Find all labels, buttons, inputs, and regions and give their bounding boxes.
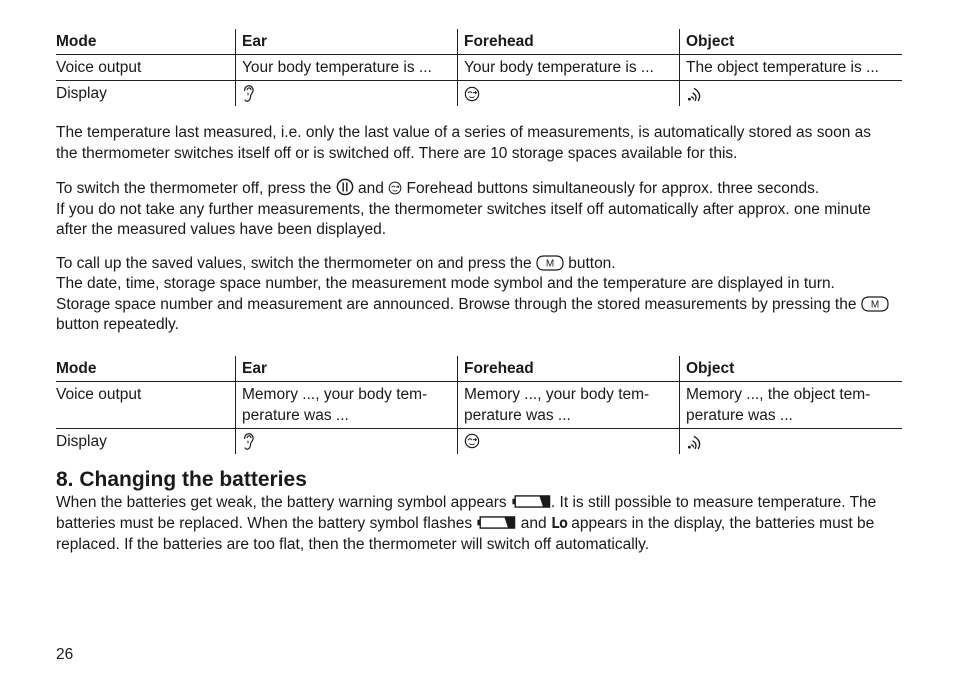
voice-object: The object temperature is ... <box>680 55 903 81</box>
table-row <box>56 81 902 107</box>
voice-ear: Memory ..., your body tem-perature was ... <box>236 381 458 428</box>
voice-ear: Your body temperature is ... <box>236 55 458 81</box>
memory-button-icon <box>536 255 564 271</box>
voice-forehead: Your body temperature is ... <box>458 55 680 81</box>
header-mode: Mode <box>56 29 236 55</box>
table-row <box>56 55 902 81</box>
page-number: 26 <box>56 646 74 663</box>
header-object: Object <box>680 29 903 55</box>
header-mode: Mode <box>56 356 236 382</box>
table-header-row <box>56 356 902 382</box>
power-button-icon <box>336 178 354 196</box>
mode-table-memory <box>56 356 902 454</box>
voice-output-label: Voice output <box>56 55 236 81</box>
mode-table-voice <box>56 29 902 106</box>
forehead-icon <box>464 433 480 449</box>
storage-paragraph: The temperature last measured, i.e. only the last value of a series of measurements, is automatically stored as soon as the thermometer switches itself off or is switched off. There are 10 storage spaces available for this. <box>56 124 872 162</box>
memory-button-letter: M <box>545 258 555 269</box>
page-content <box>56 0 890 555</box>
display-label: Display <box>56 85 107 102</box>
ear-icon <box>242 432 254 451</box>
battery-warning-icon <box>476 516 516 529</box>
object-icon <box>686 85 706 102</box>
battery-paragraph: When the batteries get weak, the battery warning symbol appears . It is still possible to measure temperature. The batteries must be replaced. When the battery symbol flashes and Lo appears in the display, the batteries must be replaced. If the batteries are too flat, then the thermometer will switch off automatically. <box>56 493 877 553</box>
memory-button-letter: M <box>870 299 879 310</box>
table-header-row <box>56 29 902 55</box>
battery-warning-icon <box>511 495 551 508</box>
lo-symbol: Lo <box>550 514 567 532</box>
table-row <box>56 381 902 428</box>
recall-paragraph: To call up the saved values, switch the thermometer on and press the M button. The date, time, storage space number, the measurement mode symbol and the temperature are displayed in turn. Storage space number and measurement are announced. Browse through the stored measurements by pressing the M button repeatedly. <box>56 254 890 336</box>
section-title: 8. Changing the batteries <box>56 467 307 491</box>
forehead-icon <box>464 86 480 102</box>
voice-forehead: Memory ..., your body tem-perature was ... <box>458 381 680 428</box>
object-icon <box>686 433 706 450</box>
header-forehead: Forehead <box>458 29 680 55</box>
switch-off-paragraph: To switch the thermometer off, press the and Forehead buttons simultaneously for approx. three seconds. If you do not take any further measurements, the thermometer switches itself off automatically after approx. one minute after the measured values have been displayed. <box>56 180 871 238</box>
header-forehead: Forehead <box>458 356 680 382</box>
header-object: Object <box>680 356 903 382</box>
voice-object: Memory ..., the object tem-perature was ... <box>680 381 903 428</box>
forehead-button-icon <box>388 181 402 195</box>
voice-output-label: Voice output <box>56 381 236 428</box>
ear-icon <box>242 84 254 103</box>
memory-button-icon <box>861 296 889 312</box>
display-label: Display <box>56 432 107 450</box>
table-row <box>56 428 902 454</box>
header-ear: Ear <box>236 356 458 382</box>
header-ear: Ear <box>236 29 458 55</box>
